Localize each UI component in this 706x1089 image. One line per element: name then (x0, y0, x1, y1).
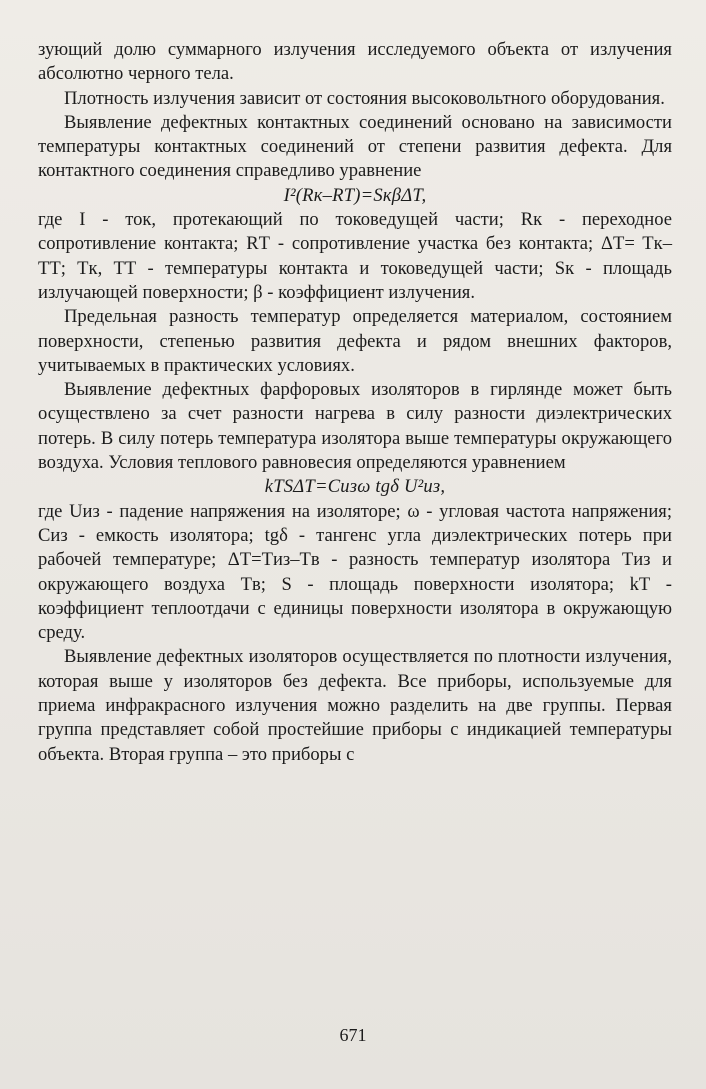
formula-insulator: kТSΔT=Cизω tgδ U²из, (264, 476, 446, 498)
paragraph-2: Плотность излучения зависит от состояния высоковольтного оборудования. (64, 87, 665, 109)
paragraph-6: Выявление дефектных фарфоровых изоляторов в гирлянде может быть осуществлено за счет разности нагрева в силу разности диэлектрических потерь. В силу потерь температура изолятора выше температуры окружающего воздуха. Условия теплового равновесия определяются уравнением (38, 379, 672, 474)
page-number: 671 (339, 1025, 367, 1045)
paragraph-8: Выявление дефектных изоляторов осуществляется по плотности излучения, которая выше у изоляторов без дефекта. Все приборы, используемые для приема инфракрасного излучения можно разделить на две группы. Первая группа представляет собой простейшие приборы с индикацией температуры объекта. Вторая группа – это приборы с (38, 646, 672, 765)
paragraph-5: Предельная разность температур определяется материалом, состоянием поверхности, степенью развития дефекта и рядом внешних факторов, учитываемых в практических условиях. (38, 306, 672, 376)
paragraph-3: Выявление дефектных контактных соединений основано на зависимости температуры контактных соединений от степени развития дефекта. Для контактного соединения справедливо уравнение (38, 111, 672, 182)
formula-contact: I²(Rк–RТ)=SкβΔT, (283, 184, 427, 206)
paragraph-7: где Uиз - падение напряжения на изоляторе; ω - угловая частота напряжения; Cиз - емкость изолятора; tgδ - тангенс угла диэлектрических потерь при рабочей температуре; ΔT=Tиз–Tв - разность температур изолятора Tиз и окружающего воздуха Tв; S - площадь поверхности изолятора; kТ - коэффициент теплоотдачи с единицы поверхности изолятора в окружающую среду. (38, 500, 672, 644)
paragraph-1: зующий долю суммарного излучения исследуемого объекта от излучения абсолютно черного тела. (38, 39, 672, 85)
body-text (38, 38, 672, 767)
paragraph-4: где I - ток, протекающий по токоведущей части; Rк - переходное сопротивление контакта; RТ - сопротивление участка без контакта; ΔT= Tк– TТ; Tк, TТ - температуры контакта и токоведущей части; Sк - площадь излучающей поверхности; β - коэффициент излучения. (38, 209, 672, 303)
